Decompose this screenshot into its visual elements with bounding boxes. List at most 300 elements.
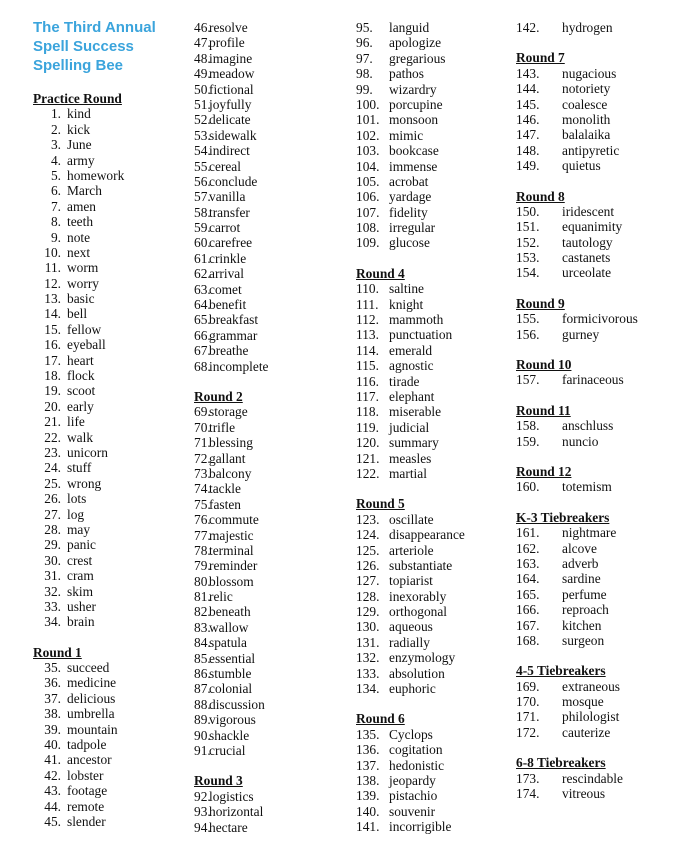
word-number: 130.: [356, 619, 380, 635]
word-number: 67.: [194, 343, 211, 359]
word-number: 173.: [516, 770, 540, 786]
word-number: 47.: [194, 35, 211, 51]
spelling-word: fellow: [67, 321, 102, 337]
word-number: 132.: [356, 650, 380, 666]
spelling-word: reminder: [209, 558, 258, 574]
spelling-word: profile: [209, 35, 245, 51]
spelling-word: monsoon: [389, 112, 439, 128]
word-list-item: [356, 435, 506, 450]
word-number: 56.: [194, 173, 211, 189]
spelling-word: elephant: [389, 388, 435, 404]
word-number: 149.: [516, 158, 540, 174]
word-number: 167.: [516, 617, 540, 633]
word-list-item: [356, 742, 506, 757]
word-list-item: [194, 543, 344, 558]
spelling-word: life: [67, 414, 85, 430]
word-number: 96.: [356, 35, 373, 51]
spelling-word: fictional: [209, 81, 254, 97]
spelling-word: porcupine: [389, 96, 443, 112]
word-list-item: [194, 497, 344, 512]
word-number: 150.: [516, 203, 540, 219]
spelling-word: oscillate: [389, 511, 434, 527]
word-number: 61.: [194, 250, 211, 266]
word-list-item: [356, 51, 506, 66]
word-number: 51.: [194, 96, 211, 112]
word-number: 174.: [516, 786, 540, 802]
word-number: 42.: [44, 767, 61, 783]
word-list-item: [33, 306, 183, 321]
spelling-word: vigorous: [209, 712, 256, 728]
word-number: 13.: [44, 291, 61, 307]
word-list-item: [194, 589, 344, 604]
word-list-item: [194, 220, 344, 235]
word-list-item: [516, 20, 676, 35]
word-list-item: [356, 20, 506, 35]
word-number: 119.: [356, 419, 379, 435]
word-list-item: [33, 276, 183, 291]
word-list-item: [516, 265, 676, 280]
spelling-word: worm: [67, 260, 99, 276]
spelling-word: meadow: [209, 66, 255, 82]
word-number: 69.: [194, 404, 211, 420]
word-number: 12.: [44, 275, 61, 291]
word-number: 45.: [44, 813, 61, 829]
word-list-item: [516, 418, 676, 433]
spelling-word: formicivorous: [562, 311, 638, 327]
spelling-word: fasten: [209, 496, 241, 512]
round-heading: Round 8: [516, 188, 565, 204]
word-list-item: [516, 694, 676, 709]
word-number: 7.: [50, 198, 61, 214]
word-number: 46.: [194, 20, 211, 35]
spelling-word: tautology: [562, 234, 613, 250]
spelling-word: March: [67, 183, 102, 199]
word-number: 86.: [194, 666, 211, 682]
word-number: 36.: [44, 675, 61, 691]
word-list-item: [356, 420, 506, 435]
word-number: 44.: [44, 798, 61, 814]
word-list-item: [516, 479, 676, 494]
word-list-item: [33, 584, 183, 599]
word-number: 162.: [516, 540, 540, 556]
word-number: 77.: [194, 527, 211, 543]
word-list-item: [356, 281, 506, 296]
word-list-item: [516, 556, 676, 571]
word-number: 65.: [194, 312, 211, 328]
word-number: 172.: [516, 724, 540, 740]
word-list-item: [356, 527, 506, 542]
word-list-item: [194, 143, 344, 158]
word-number: 49.: [194, 66, 211, 82]
spelling-word: enzymology: [389, 650, 456, 666]
word-list-item: [194, 159, 344, 174]
spelling-word: colonial: [209, 681, 253, 697]
column-3: [356, 20, 506, 835]
word-number: 113.: [356, 327, 379, 343]
spelling-word: bell: [67, 306, 88, 322]
word-list-item: [356, 112, 506, 127]
word-number: 143.: [516, 65, 540, 81]
word-list-item: [194, 435, 344, 450]
spelling-word: flock: [67, 368, 95, 384]
spelling-word: vitreous: [562, 786, 606, 802]
spelling-word: absolution: [389, 665, 445, 681]
spelling-word: orthogonal: [389, 604, 448, 620]
word-number: 95.: [356, 20, 373, 35]
spelling-word: martial: [389, 465, 427, 481]
spelling-word: coalesce: [562, 96, 608, 112]
word-list-item: [33, 399, 183, 414]
word-list-item: [194, 528, 344, 543]
word-number: 9.: [50, 229, 61, 245]
spelling-word: indirect: [209, 143, 250, 159]
spelling-word: pathos: [389, 66, 424, 82]
word-list-item: [516, 235, 676, 250]
spelling-word: rescindable: [562, 770, 623, 786]
spelling-word: storage: [209, 404, 248, 420]
word-list-item: [516, 786, 676, 801]
word-number: 121.: [356, 450, 380, 466]
word-list-item: [356, 35, 506, 50]
word-number: 135.: [356, 726, 380, 742]
word-number: 74.: [194, 481, 211, 497]
title-line: Spelling Bee: [33, 57, 124, 74]
word-list-item: [516, 525, 676, 540]
spelling-word: quietus: [562, 158, 601, 174]
word-number: 18.: [44, 368, 61, 384]
word-number: 105.: [356, 173, 380, 189]
word-number: 94.: [194, 819, 211, 835]
word-number: 55.: [194, 158, 211, 174]
word-number: 20.: [44, 398, 61, 414]
spelling-word: unicorn: [67, 444, 108, 460]
word-list-item: [356, 66, 506, 81]
spelling-word: monolith: [562, 111, 611, 127]
spelling-word: kitchen: [562, 617, 602, 633]
word-list-item: [194, 651, 344, 666]
word-number: 24.: [44, 460, 61, 476]
word-number: 109.: [356, 235, 380, 251]
word-list-item: [194, 282, 344, 297]
spelling-word: gregarious: [389, 50, 446, 66]
word-number: 63.: [194, 281, 211, 297]
word-list-item: [516, 571, 676, 586]
spelling-word: breakfast: [209, 312, 259, 328]
word-list-item: [33, 214, 183, 229]
word-list-item: [356, 312, 506, 327]
word-number: 141.: [356, 819, 380, 835]
word-number: 166.: [516, 602, 540, 618]
spelling-word: arrival: [209, 266, 244, 282]
spelling-word: cauterize: [562, 724, 611, 740]
word-number: 71.: [194, 435, 211, 451]
word-list-item: [33, 337, 183, 352]
word-number: 160.: [516, 479, 540, 495]
word-number: 85.: [194, 650, 211, 666]
word-number: 102.: [356, 127, 380, 143]
word-number: 91.: [194, 742, 211, 758]
word-number: 8.: [50, 214, 61, 230]
spelling-word: miserable: [389, 404, 442, 420]
word-list-item: [33, 814, 183, 829]
spelling-word: note: [67, 229, 91, 245]
spelling-word: radially: [389, 634, 430, 650]
word-list-item: [33, 675, 183, 690]
word-list-item: [516, 709, 676, 724]
spelling-word: heart: [67, 352, 94, 368]
word-number: 73.: [194, 465, 211, 481]
word-list-item: [356, 220, 506, 235]
spelling-word: skim: [67, 583, 94, 599]
word-number: 34.: [44, 614, 61, 630]
spelling-word: antipyretic: [562, 142, 620, 158]
round-heading: Round 11: [516, 402, 571, 418]
word-list-item: [33, 599, 183, 614]
word-number: 101.: [356, 112, 380, 128]
word-number: 115.: [356, 358, 379, 374]
word-number: 97.: [356, 50, 373, 66]
word-list-item: [516, 250, 676, 265]
word-number: 15.: [44, 321, 61, 337]
word-number: 70.: [194, 419, 211, 435]
word-list-item: [356, 128, 506, 143]
word-number: 35.: [44, 660, 61, 676]
spelling-word: majestic: [209, 527, 254, 543]
word-list-item: [33, 660, 183, 675]
word-number: 53.: [194, 127, 211, 143]
word-number: 82.: [194, 604, 211, 620]
spelling-word: lobster: [67, 767, 104, 783]
word-list-item: [356, 681, 506, 696]
word-list-item: [356, 804, 506, 819]
word-list-item: [33, 737, 183, 752]
word-number: 81.: [194, 589, 211, 605]
word-number: 50.: [194, 81, 211, 97]
spelling-word: nightmare: [562, 525, 617, 541]
word-number: 137.: [356, 757, 380, 773]
round-heading: Round 9: [516, 295, 565, 311]
word-number: 5.: [50, 167, 61, 183]
word-number: 25.: [44, 475, 61, 491]
word-number: 33.: [44, 598, 61, 614]
word-list-item: [356, 635, 506, 650]
round-heading: Round 3: [194, 773, 243, 789]
spelling-word: punctuation: [389, 327, 453, 343]
word-number: 164.: [516, 571, 540, 587]
word-number: 145.: [516, 96, 540, 112]
spelling-word: immense: [389, 158, 438, 174]
spelling-word: teeth: [67, 214, 94, 230]
word-list-item: [516, 771, 676, 786]
word-number: 161.: [516, 525, 540, 541]
word-list-item: [33, 460, 183, 475]
spelling-word: agnostic: [389, 358, 434, 374]
spelling-word: joyfully: [209, 96, 252, 112]
word-number: 169.: [516, 678, 540, 694]
word-number: 62.: [194, 266, 211, 282]
word-number: 127.: [356, 573, 380, 589]
word-number: 142.: [516, 20, 540, 35]
word-list-item: [516, 219, 676, 234]
round-heading: Round 5: [356, 496, 405, 512]
spelling-word: measles: [389, 450, 432, 466]
word-number: 111.: [356, 296, 379, 312]
word-list-item: [356, 558, 506, 573]
spelling-word: beneath: [209, 604, 251, 620]
word-number: 147.: [516, 127, 540, 143]
spelling-word: amen: [67, 198, 96, 214]
spelling-word: usher: [67, 598, 97, 614]
spelling-word: tadpole: [67, 737, 107, 753]
word-number: 72.: [194, 450, 211, 466]
word-number: 117.: [356, 388, 379, 404]
spelling-word: nugacious: [562, 65, 617, 81]
word-list-item: [33, 491, 183, 506]
word-list-item: [194, 820, 344, 835]
word-number: 133.: [356, 665, 380, 681]
spelling-word: castanets: [562, 250, 611, 266]
word-number: 163.: [516, 555, 540, 571]
word-list-item: [356, 297, 506, 312]
word-list-item: [194, 51, 344, 66]
spelling-word: succeed: [67, 660, 110, 676]
spelling-word: souvenir: [389, 803, 436, 819]
word-number: 104.: [356, 158, 380, 174]
word-number: 43.: [44, 783, 61, 799]
word-list-item: [356, 205, 506, 220]
spelling-word: early: [67, 398, 94, 414]
word-list-item: [33, 752, 183, 767]
word-number: 68.: [194, 358, 211, 374]
spelling-word: cogitation: [389, 742, 443, 758]
word-list-item: [194, 681, 344, 696]
word-number: 153.: [516, 250, 540, 266]
word-number: 155.: [516, 311, 540, 327]
word-list-item: [33, 691, 183, 706]
column-2: [194, 20, 344, 835]
word-list-item: [33, 706, 183, 721]
spelling-word: adverb: [562, 555, 599, 571]
spelling-word: tackle: [209, 481, 241, 497]
word-number: 22.: [44, 429, 61, 445]
word-list-item: [356, 666, 506, 681]
word-list-item: [356, 727, 506, 742]
word-list-item: [356, 758, 506, 773]
spelling-word: horizontal: [209, 804, 264, 820]
spelling-word: sardine: [562, 571, 601, 587]
word-list-item: [194, 804, 344, 819]
word-number: 19.: [44, 383, 61, 399]
word-number: 79.: [194, 558, 211, 574]
word-list-item: [516, 66, 676, 81]
word-list-item: [516, 725, 676, 740]
word-number: 14.: [44, 306, 61, 322]
word-number: 38.: [44, 706, 61, 722]
word-number: 16.: [44, 337, 61, 353]
word-list-item: [356, 589, 506, 604]
word-list-item: [194, 574, 344, 589]
word-number: 29.: [44, 537, 61, 553]
spelling-word: scoot: [67, 383, 96, 399]
round-heading: Round 2: [194, 388, 243, 404]
word-number: 4.: [50, 152, 61, 168]
word-number: 154.: [516, 265, 540, 281]
word-list-item: [33, 430, 183, 445]
spelling-word: brain: [67, 614, 95, 630]
word-list-item: [516, 127, 676, 142]
column-4: [516, 20, 676, 801]
spelling-word: eyeball: [67, 337, 106, 353]
word-number: 28.: [44, 521, 61, 537]
word-list-item: [194, 343, 344, 358]
word-list-item: [516, 311, 676, 326]
spelling-word: kind: [67, 106, 91, 122]
word-number: 120.: [356, 435, 380, 451]
spelling-word: vanilla: [209, 189, 246, 205]
word-number: 146.: [516, 111, 540, 127]
spelling-word: carrot: [209, 220, 241, 236]
word-list-item: [516, 602, 676, 617]
word-list-item: [516, 679, 676, 694]
spelling-word: gurney: [562, 326, 600, 342]
word-list-item: [33, 507, 183, 522]
word-list-item: [33, 783, 183, 798]
spelling-word: notoriety: [562, 81, 611, 97]
word-number: 76.: [194, 512, 211, 528]
word-list-item: [194, 451, 344, 466]
word-list-item: [516, 204, 676, 219]
spelling-word: extraneous: [562, 678, 621, 694]
word-number: 128.: [356, 588, 380, 604]
spelling-word: disappearance: [389, 527, 465, 543]
spelling-word: iridescent: [562, 203, 615, 219]
spelling-word: transfer: [209, 204, 250, 220]
word-number: 87.: [194, 681, 211, 697]
spelling-word: stumble: [209, 666, 252, 682]
word-list-item: [194, 635, 344, 650]
word-number: 157.: [516, 372, 540, 388]
spelling-word: fidelity: [389, 204, 428, 220]
spelling-word: nuncio: [562, 433, 599, 449]
spelling-word: delicate: [209, 112, 251, 128]
spelling-word: crucial: [209, 742, 246, 758]
word-number: 118.: [356, 404, 379, 420]
spelling-word: June: [67, 137, 92, 153]
word-number: 90.: [194, 727, 211, 743]
word-list-item: [516, 587, 676, 602]
word-number: 123.: [356, 511, 380, 527]
spelling-word: comet: [209, 281, 242, 297]
column-1: [33, 18, 183, 829]
spelling-word: commute: [209, 512, 259, 528]
word-list-item: [194, 558, 344, 573]
word-list-item: [33, 245, 183, 260]
word-number: 99.: [356, 81, 373, 97]
spelling-word: delicious: [67, 690, 116, 706]
spelling-word: aqueous: [389, 619, 433, 635]
word-number: 88.: [194, 696, 211, 712]
word-number: 32.: [44, 583, 61, 599]
word-number: 64.: [194, 297, 211, 313]
word-number: 165.: [516, 586, 540, 602]
word-list-item: [33, 568, 183, 583]
spelling-word: homework: [67, 167, 125, 183]
spelling-word: totemism: [562, 479, 612, 495]
word-list-item: [356, 358, 506, 373]
word-list-item: [194, 235, 344, 250]
word-list-item: [516, 372, 676, 387]
spelling-word: incorrigible: [389, 819, 452, 835]
